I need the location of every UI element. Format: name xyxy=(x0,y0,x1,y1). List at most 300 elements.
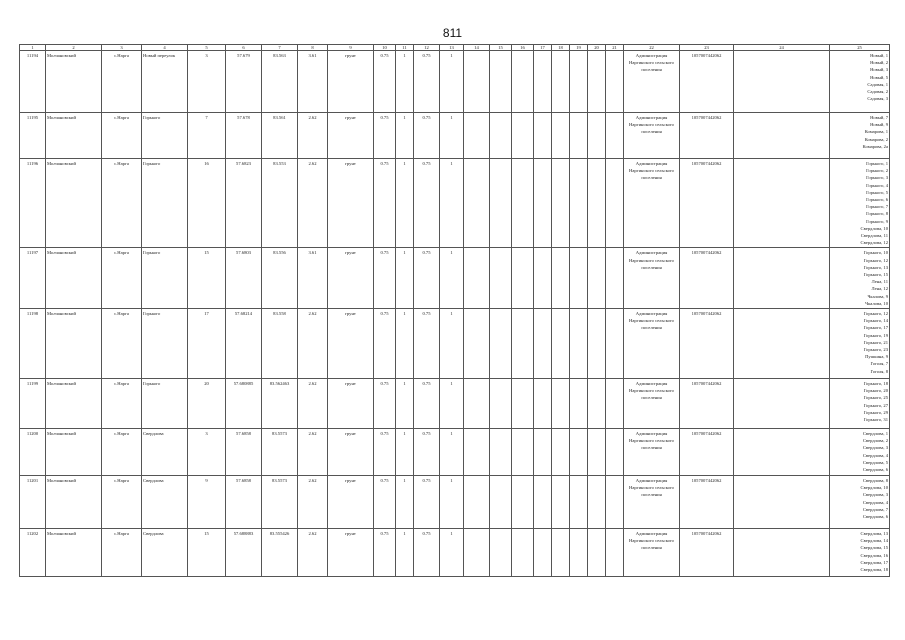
cell-settlement: с.Нарга xyxy=(102,429,142,476)
cell-lat: 57.6858 xyxy=(226,429,262,476)
table-row xyxy=(20,113,890,159)
empty-cell xyxy=(534,476,552,529)
empty-cell xyxy=(552,379,570,429)
address-line: Горького, 4 xyxy=(866,182,888,188)
empty-cell xyxy=(734,248,830,309)
empty-cell xyxy=(734,429,830,476)
address-line: Комарова, 1 xyxy=(864,129,888,135)
address-line: Свердлова, 6 xyxy=(862,514,888,520)
cell-id: 11197 xyxy=(20,248,46,309)
cell-area: 2.62 xyxy=(298,159,328,248)
cell-house: 9 xyxy=(188,476,226,529)
empty-cell xyxy=(734,379,830,429)
cell-district: Молчановский xyxy=(46,113,102,159)
empty-cell xyxy=(570,476,588,529)
column-number-23: 23 xyxy=(680,45,734,51)
cell-district: Молчановский xyxy=(46,529,102,577)
empty-cell xyxy=(512,113,534,159)
column-number-21: 21 xyxy=(606,45,624,51)
empty-cell xyxy=(534,309,552,379)
cell-ogrn: 1057007442062 xyxy=(680,429,734,476)
empty-cell xyxy=(606,159,624,248)
cell-id: 11202 xyxy=(20,529,46,577)
cell-id: 11194 xyxy=(20,51,46,113)
cell-owner: Администрация Наргинского сельского поселения xyxy=(624,429,680,476)
address-line: Садовая, 3 xyxy=(867,96,888,102)
empty-cell xyxy=(734,159,830,248)
cell-settlement: с.Нарга xyxy=(102,159,142,248)
empty-cell xyxy=(570,379,588,429)
cell-c12: 0.75 xyxy=(414,159,440,248)
column-number-12: 12 xyxy=(414,45,440,51)
cell-c10: 0.75 xyxy=(374,476,396,529)
cell-c12: 0.75 xyxy=(414,248,440,309)
address-line: Горького, 19 xyxy=(863,332,888,338)
address-line: Свердлова, 3 xyxy=(862,492,888,498)
cell-c12: 0.75 xyxy=(414,379,440,429)
table-row xyxy=(20,379,890,429)
address-line: Горького, 25 xyxy=(863,395,888,401)
cell-surface: грунт xyxy=(328,379,374,429)
empty-cell xyxy=(552,248,570,309)
cell-settlement: с.Нарга xyxy=(102,248,142,309)
cell-owner: Администрация Наргинского сельского поселения xyxy=(624,51,680,113)
empty-cell xyxy=(570,309,588,379)
address-line: Садовая, 2 xyxy=(867,89,888,95)
column-number-2: 2 xyxy=(46,45,102,51)
cell-addresses xyxy=(830,113,890,159)
cell-owner: Администрация Наргинского сельского поселения xyxy=(624,248,680,309)
empty-cell xyxy=(464,529,490,577)
cell-c11: 1 xyxy=(396,51,414,113)
cell-id: 11200 xyxy=(20,429,46,476)
address-line: Свердлова, 16 xyxy=(860,552,888,558)
address-line: Горького, 9 xyxy=(866,218,888,224)
table-body xyxy=(20,51,890,577)
empty-cell xyxy=(570,248,588,309)
cell-id: 11196 xyxy=(20,159,46,248)
column-number-10: 10 xyxy=(374,45,396,51)
empty-cell xyxy=(570,51,588,113)
empty-cell xyxy=(490,159,512,248)
column-number-13: 13 xyxy=(440,45,464,51)
address-line: Чкалова, 10 xyxy=(865,300,888,306)
empty-cell xyxy=(534,248,552,309)
cell-addresses xyxy=(830,309,890,379)
address-line: Свердлова, 1 xyxy=(862,431,888,437)
cell-area: 3.61 xyxy=(298,51,328,113)
cell-lon: 83.562463 xyxy=(262,379,298,429)
cell-district: Молчановский xyxy=(46,248,102,309)
cell-district: Молчановский xyxy=(46,379,102,429)
cell-house: 15 xyxy=(188,529,226,577)
cell-c11: 1 xyxy=(396,476,414,529)
address-line: Комарова, 2а xyxy=(862,143,888,149)
address-line: Горького, 12 xyxy=(863,311,888,317)
cell-c13: 1 xyxy=(440,159,464,248)
cell-c10: 0.75 xyxy=(374,159,396,248)
address-line: Свердлова, 8 xyxy=(862,478,888,484)
cell-ogrn: 1057007442062 xyxy=(680,159,734,248)
cell-addresses xyxy=(830,529,890,577)
cell-lon: 83.561 xyxy=(262,113,298,159)
cell-addresses xyxy=(830,248,890,309)
address-line: Новый, 7 xyxy=(870,115,888,120)
cell-district: Молчановский xyxy=(46,429,102,476)
address-line: Гоголя, 8 xyxy=(870,368,888,374)
address-line: Горького, 8 xyxy=(866,211,888,217)
empty-cell xyxy=(490,476,512,529)
address-line: Горького, 18 xyxy=(863,381,888,387)
column-number-18: 18 xyxy=(552,45,570,51)
empty-cell xyxy=(512,476,534,529)
cell-c13: 1 xyxy=(440,113,464,159)
cell-street: Горького xyxy=(142,309,188,379)
address-line: Горького, 20 xyxy=(863,388,888,394)
table-row xyxy=(20,309,890,379)
address-line: Чкалова, 9 xyxy=(867,293,888,299)
cell-c11: 1 xyxy=(396,113,414,159)
address-line: Свердлова, 5 xyxy=(862,459,888,465)
cell-id: 11198 xyxy=(20,309,46,379)
address-line: Садовая, 1 xyxy=(867,81,888,87)
address-line: Горького, 23 xyxy=(863,347,888,353)
address-line: Свердлова, 17 xyxy=(860,559,888,565)
empty-cell xyxy=(606,379,624,429)
address-line: Горького, 29 xyxy=(863,409,888,415)
cell-c10: 0.75 xyxy=(374,51,396,113)
cell-lat: 57.68214 xyxy=(226,309,262,379)
address-line: Новый, 9 xyxy=(870,122,888,128)
cell-c10: 0.75 xyxy=(374,379,396,429)
cell-house: 17 xyxy=(188,309,226,379)
empty-cell xyxy=(552,429,570,476)
empty-cell xyxy=(512,379,534,429)
cell-surface: грунт xyxy=(328,159,374,248)
column-number-5: 5 xyxy=(188,45,226,51)
address-line: Новый, 2 xyxy=(870,60,888,66)
empty-cell xyxy=(534,51,552,113)
empty-cell xyxy=(552,51,570,113)
cell-owner: Администрация Наргинского сельского поселения xyxy=(624,379,680,429)
address-line: Горького, 27 xyxy=(863,402,888,408)
cell-addresses xyxy=(830,429,890,476)
column-number-16: 16 xyxy=(512,45,534,51)
address-line: Свердлова, 7 xyxy=(862,506,888,512)
empty-cell xyxy=(570,113,588,159)
empty-cell xyxy=(490,113,512,159)
address-line: Горького, 12 xyxy=(863,257,888,263)
empty-cell xyxy=(552,159,570,248)
cell-district: Молчановский xyxy=(46,51,102,113)
cell-house: 20 xyxy=(188,379,226,429)
column-number-6: 6 xyxy=(226,45,262,51)
empty-cell xyxy=(734,529,830,577)
address-line: Горького, 10 xyxy=(863,250,888,256)
address-line: Свердлова, 6 xyxy=(862,467,888,473)
empty-cell xyxy=(534,379,552,429)
address-line: Горького, 3 xyxy=(866,175,888,181)
cell-c10: 0.75 xyxy=(374,248,396,309)
cell-c12: 0.75 xyxy=(414,476,440,529)
empty-cell xyxy=(734,309,830,379)
address-line: Свердлова, 4 xyxy=(862,499,888,505)
empty-cell xyxy=(490,51,512,113)
column-number-14: 14 xyxy=(464,45,490,51)
address-line: Горького, 14 xyxy=(863,318,888,324)
cell-c13: 1 xyxy=(440,476,464,529)
cell-c13: 1 xyxy=(440,529,464,577)
address-line: Горького, 1 xyxy=(866,161,888,166)
empty-cell xyxy=(734,51,830,113)
empty-cell xyxy=(588,309,606,379)
cell-c13: 1 xyxy=(440,309,464,379)
empty-cell xyxy=(588,476,606,529)
cell-ogrn: 1057007442062 xyxy=(680,51,734,113)
table-row xyxy=(20,476,890,529)
cell-c11: 1 xyxy=(396,429,414,476)
empty-cell xyxy=(512,429,534,476)
empty-cell xyxy=(512,51,534,113)
cell-c12: 0.75 xyxy=(414,51,440,113)
address-line: Пушкина, 9 xyxy=(865,354,888,360)
empty-cell xyxy=(512,248,534,309)
column-number-15: 15 xyxy=(490,45,512,51)
cell-settlement: с.Нарга xyxy=(102,309,142,379)
cell-settlement: с.Нарга xyxy=(102,529,142,577)
cell-lon: 83.553 xyxy=(262,159,298,248)
empty-cell xyxy=(552,476,570,529)
address-line: Горького, 6 xyxy=(866,197,888,203)
cell-house: 16 xyxy=(188,159,226,248)
empty-cell xyxy=(464,309,490,379)
address-line: Новый, 3 xyxy=(870,67,888,73)
empty-cell xyxy=(570,159,588,248)
column-number-20: 20 xyxy=(588,45,606,51)
cell-settlement: с.Нарга xyxy=(102,51,142,113)
empty-cell xyxy=(464,429,490,476)
cell-owner: Администрация Наргинского сельского поселения xyxy=(624,113,680,159)
address-line: Горького, 7 xyxy=(866,204,888,210)
empty-cell xyxy=(534,113,552,159)
cell-id: 11201 xyxy=(20,476,46,529)
cell-street: Свердлова xyxy=(142,476,188,529)
empty-cell xyxy=(534,429,552,476)
empty-cell xyxy=(490,429,512,476)
empty-cell xyxy=(606,429,624,476)
empty-cell xyxy=(552,529,570,577)
empty-cell xyxy=(734,113,830,159)
cell-surface: грунт xyxy=(328,113,374,159)
cell-house: 15 xyxy=(188,248,226,309)
cell-c12: 0.75 xyxy=(414,309,440,379)
address-line: Свердлова, 10 xyxy=(860,225,888,231)
address-line: Свердлова, 11 xyxy=(860,233,888,239)
cell-c11: 1 xyxy=(396,159,414,248)
cell-id: 11195 xyxy=(20,113,46,159)
cell-house: 7 xyxy=(188,113,226,159)
column-number-25: 25 xyxy=(830,45,890,51)
empty-cell xyxy=(552,309,570,379)
address-line: Лена, 12 xyxy=(871,286,888,292)
empty-cell xyxy=(588,113,606,159)
address-line: Свердлова, 13 xyxy=(860,531,888,537)
cell-surface: грунт xyxy=(328,51,374,113)
cell-c13: 1 xyxy=(440,51,464,113)
registry-table xyxy=(19,44,890,577)
empty-cell xyxy=(606,113,624,159)
empty-cell xyxy=(464,113,490,159)
cell-street: Свердлова xyxy=(142,529,188,577)
cell-owner: Администрация Наргинского сельского поселения xyxy=(624,476,680,529)
cell-c13: 1 xyxy=(440,429,464,476)
cell-surface: грунт xyxy=(328,529,374,577)
empty-cell xyxy=(570,429,588,476)
table-row xyxy=(20,159,890,248)
address-line: Новый, 5 xyxy=(870,74,888,80)
column-number-1: 1 xyxy=(20,45,46,51)
cell-lat: 57.6803 xyxy=(226,248,262,309)
cell-c10: 0.75 xyxy=(374,113,396,159)
cell-addresses xyxy=(830,51,890,113)
address-line: Комарова, 2 xyxy=(864,136,888,142)
cell-addresses xyxy=(830,159,890,248)
table-row xyxy=(20,529,890,577)
empty-cell xyxy=(606,309,624,379)
cell-c12: 0.75 xyxy=(414,529,440,577)
column-number-4: 4 xyxy=(142,45,188,51)
cell-street: Новый переулок xyxy=(142,51,188,113)
cell-addresses xyxy=(830,476,890,529)
address-line: Горького, 13 xyxy=(863,264,888,270)
cell-area: 2.62 xyxy=(298,113,328,159)
column-number-22: 22 xyxy=(624,45,680,51)
table-row xyxy=(20,429,890,476)
column-number-3: 3 xyxy=(102,45,142,51)
empty-cell xyxy=(588,429,606,476)
address-line: Свердлова, 2 xyxy=(862,438,888,444)
cell-street: Горького xyxy=(142,113,188,159)
cell-c10: 0.75 xyxy=(374,529,396,577)
empty-cell xyxy=(606,248,624,309)
address-line: Свердлова, 3 xyxy=(862,445,888,451)
cell-area: 2.62 xyxy=(298,379,328,429)
cell-area: 2.62 xyxy=(298,429,328,476)
page-number: 811 xyxy=(442,26,463,40)
cell-lon: 83.555426 xyxy=(262,529,298,577)
cell-ogrn: 1057007442062 xyxy=(680,113,734,159)
cell-c10: 0.75 xyxy=(374,429,396,476)
cell-surface: грунт xyxy=(328,476,374,529)
column-number-9: 9 xyxy=(328,45,374,51)
cell-c13: 1 xyxy=(440,248,464,309)
empty-cell xyxy=(588,51,606,113)
cell-owner: Администрация Наргинского сельского поселения xyxy=(624,529,680,577)
cell-area: 2.62 xyxy=(298,309,328,379)
empty-cell xyxy=(490,529,512,577)
cell-surface: грунт xyxy=(328,309,374,379)
cell-owner: Администрация Наргинского сельского поселения xyxy=(624,309,680,379)
cell-c10: 0.75 xyxy=(374,309,396,379)
cell-district: Молчановский xyxy=(46,476,102,529)
cell-c11: 1 xyxy=(396,529,414,577)
column-number-8: 8 xyxy=(298,45,328,51)
address-line: Горького, 15 xyxy=(863,272,888,278)
cell-c12: 0.75 xyxy=(414,429,440,476)
cell-district: Молчановский xyxy=(46,309,102,379)
column-number-7: 7 xyxy=(262,45,298,51)
empty-cell xyxy=(512,159,534,248)
table-row xyxy=(20,51,890,113)
address-line: Горького, 17 xyxy=(863,325,888,331)
empty-cell xyxy=(490,309,512,379)
address-line: Свердлова, 15 xyxy=(860,545,888,551)
table-row xyxy=(20,248,890,309)
cell-lat: 57.678 xyxy=(226,113,262,159)
empty-cell xyxy=(464,159,490,248)
column-number-19: 19 xyxy=(570,45,588,51)
cell-c13: 1 xyxy=(440,379,464,429)
cell-lon: 83.563 xyxy=(262,51,298,113)
cell-area: 2.62 xyxy=(298,476,328,529)
empty-cell xyxy=(490,379,512,429)
empty-cell xyxy=(606,51,624,113)
empty-cell xyxy=(552,113,570,159)
cell-c11: 1 xyxy=(396,248,414,309)
cell-lon: 83.556 xyxy=(262,248,298,309)
empty-cell xyxy=(464,248,490,309)
empty-cell xyxy=(512,309,534,379)
empty-cell xyxy=(588,159,606,248)
empty-cell xyxy=(534,529,552,577)
column-number-17: 17 xyxy=(534,45,552,51)
empty-cell xyxy=(570,529,588,577)
cell-lat: 57.6858 xyxy=(226,476,262,529)
cell-c12: 0.75 xyxy=(414,113,440,159)
cell-ogrn: 1057007442062 xyxy=(680,248,734,309)
column-number-11: 11 xyxy=(396,45,414,51)
cell-lon: 83.558 xyxy=(262,309,298,379)
address-line: Горького, 21 xyxy=(863,339,888,345)
cell-settlement: с.Нарга xyxy=(102,113,142,159)
cell-street: Горького xyxy=(142,159,188,248)
empty-cell xyxy=(606,529,624,577)
cell-c11: 1 xyxy=(396,309,414,379)
address-line: Свердлова, 14 xyxy=(860,538,888,544)
address-line: Свердлова, 12 xyxy=(860,240,888,246)
cell-ogrn: 1057007442062 xyxy=(680,379,734,429)
cell-house: 3 xyxy=(188,429,226,476)
address-line: Свердлова, 10 xyxy=(860,485,888,491)
cell-surface: грунт xyxy=(328,248,374,309)
address-line: Горького, 5 xyxy=(866,189,888,195)
address-line: Горького, 2 xyxy=(866,168,888,174)
cell-street: Горького xyxy=(142,379,188,429)
address-line: Горького, 31 xyxy=(863,417,888,423)
cell-street: Горького xyxy=(142,248,188,309)
address-line: Свердлова, 18 xyxy=(860,567,888,573)
cell-owner: Администрация Наргинского сельского поселения xyxy=(624,159,680,248)
cell-lat: 57.688883 xyxy=(226,529,262,577)
empty-cell xyxy=(464,476,490,529)
cell-lat: 57.680885 xyxy=(226,379,262,429)
address-line: Гоголя, 7 xyxy=(870,361,888,367)
cell-addresses xyxy=(830,379,890,429)
address-line: Свердлова, 4 xyxy=(862,452,888,458)
cell-house: 3 xyxy=(188,51,226,113)
cell-lat: 57.6823 xyxy=(226,159,262,248)
cell-ogrn: 1057007442062 xyxy=(680,529,734,577)
